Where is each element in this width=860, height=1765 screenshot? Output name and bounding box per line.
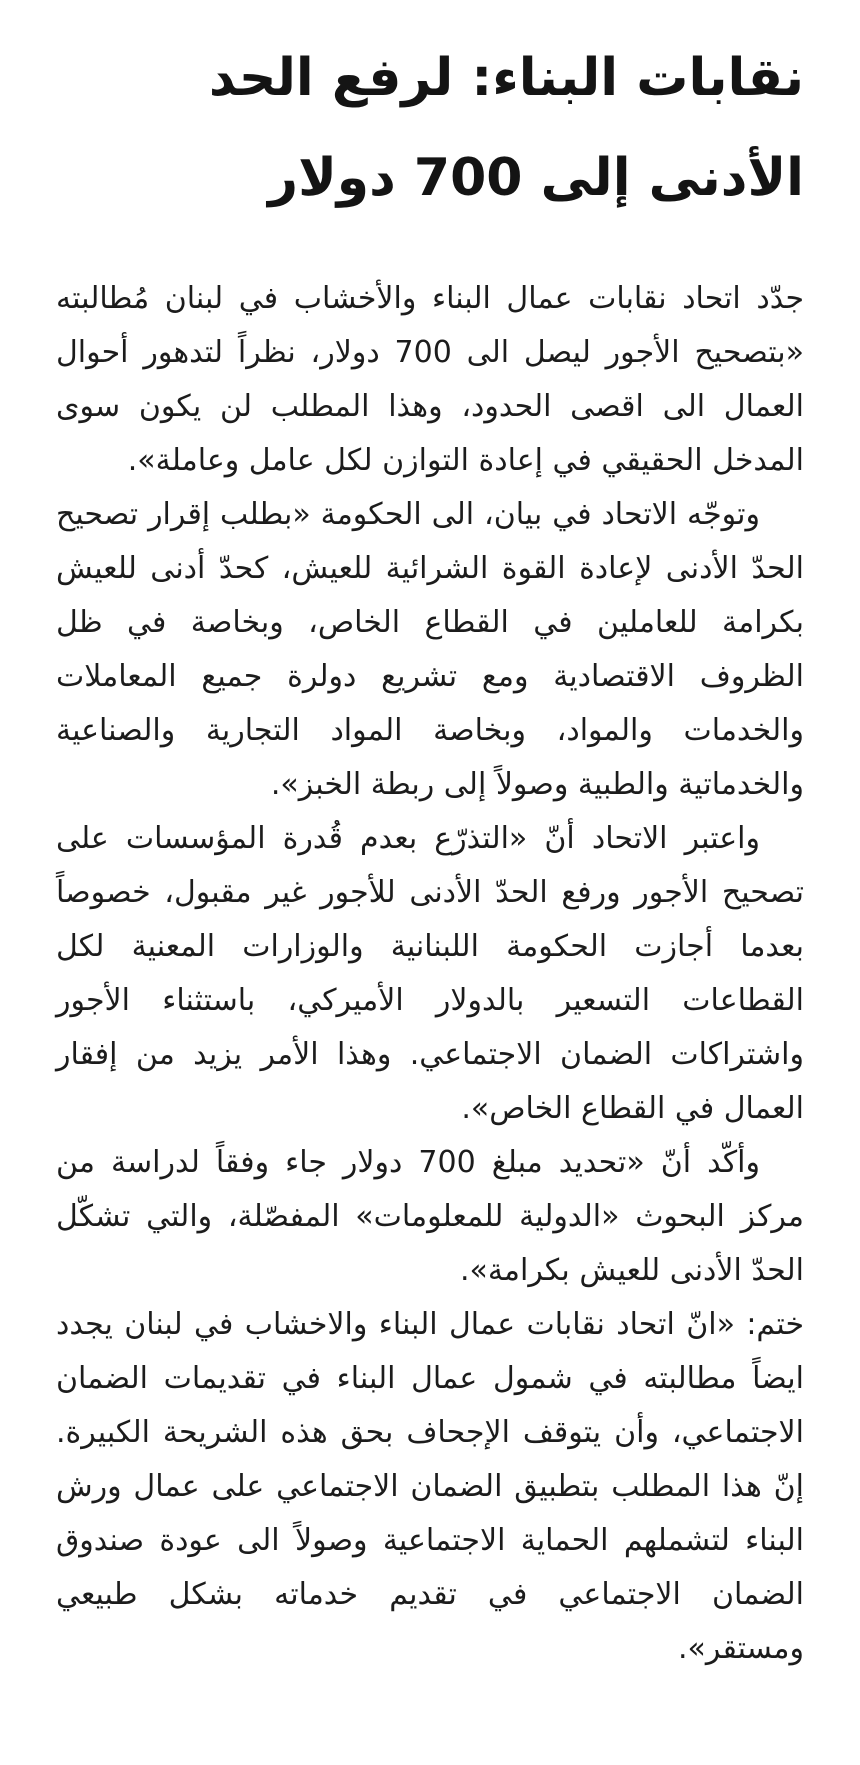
paragraph-government-request: وتوجّه الاتحاد في بيان، الى الحكومة «بطلب إقرار تصحيح الحدّ الأدنى لإعادة القوة الشرائية للعيش، كحدّ أدنى للعيش بكرامة للعاملين في القطاع الخاص، وبخاصة في ظل الظروف الاقتصادية ومع تشريع دولرة جميع المعاملات والخدمات والمواد، وبخاصة المواد التجارية والصناعية والخدماتية والطبية وصولاً إلى ربطة الخبز». <box>56 497 804 802</box>
paragraph-conclusion: ختم: «انّ اتحاد نقابات عمال البناء والاخشاب في لبنان يجدد ايضاً مطالبته في شمول عمال البناء في تقديمات الضمان الاجتماعي، وأن يتوقف الإجحاف بحق هذه الشريحة الكبيرة. إنّ هذا المطلب بتطبيق الضمان الاجتماعي على عمال ورش البناء لتشملهم الحماية الاجتماعية وصولاً الى عودة صندوق الضمان الاجتماعي في تقديم خدماته بشكل طبيعي ومستقر». <box>56 1307 804 1666</box>
headline-line-2: الأدنى إلى 700 دولار <box>268 148 804 208</box>
paragraph-intro: جدّد اتحاد نقابات عمال البناء والأخشاب في لبنان مُطالبته «بتصحيح الأجور ليصل الى 700 دولار، نظراً لتدهور أحوال العمال الى اقصى الحدود، وهذا المطلب لن يكون سوى المدخل الحقيقي في إعادة التوازن لكل عامل وعاملة». <box>56 281 804 478</box>
paragraph-union-position: واعتبر الاتحاد أنّ «التذرّع بعدم قُدرة المؤسسات على تصحيح الأجور ورفع الحدّ الأدنى للأجور غير مقبول، خصوصاً بعدما أجازت الحكومة اللبنانية والوزارات المعنية لكل القطاعات التسعير بالدولار الأميركي، باستثناء الأجور واشتراكات الضمان الاجتماعي. وهذا الأمر يزيد من إفقار العمال في القطاع الخاص». <box>56 821 804 1126</box>
headline-line-1: نقابات البناء: لرفع الحد <box>208 48 804 108</box>
news-article <box>56 28 804 1676</box>
article-body <box>56 272 804 1676</box>
article-headline <box>56 28 804 228</box>
paragraph-700-dollars: وأكّد أنّ «تحديد مبلغ 700 دولار جاء وفقاً لدراسة من مركز البحوث «الدولية للمعلومات» المفصّلة، والتي تشكّل الحدّ الأدنى للعيش بكرامة». <box>56 1145 804 1288</box>
